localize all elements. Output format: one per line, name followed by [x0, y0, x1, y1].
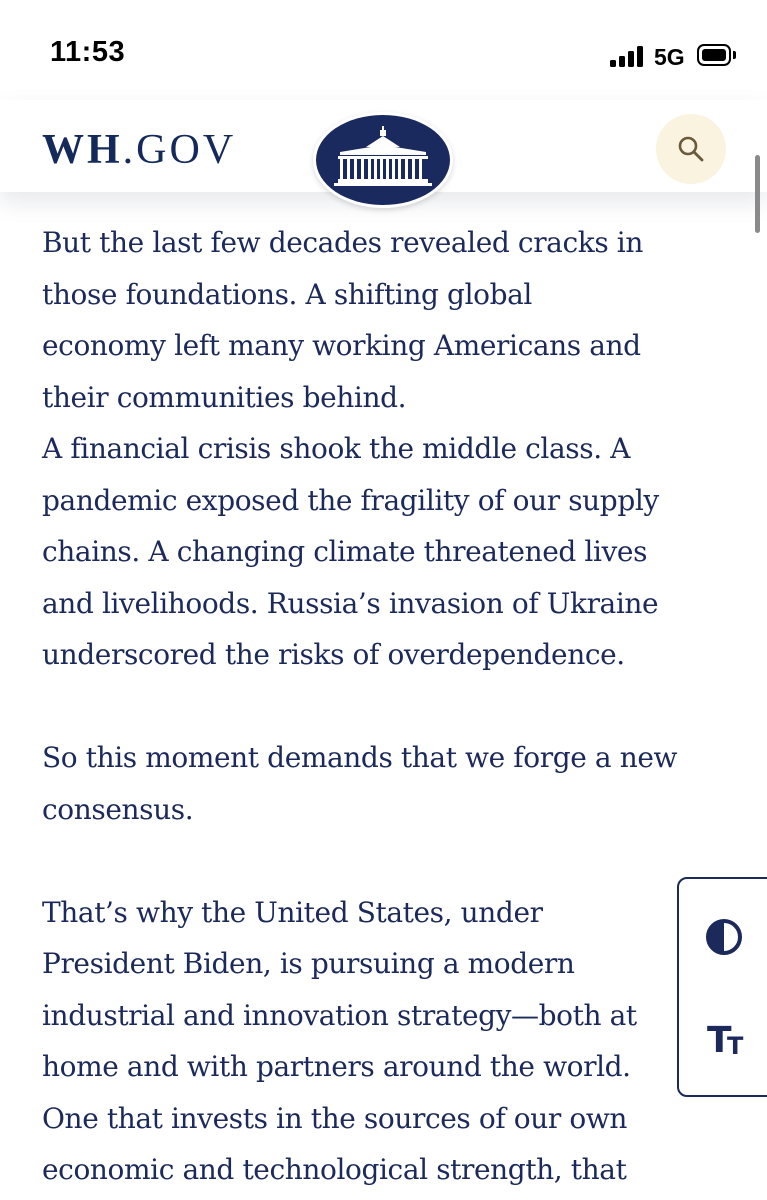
text-line: home and with partners around the world.	[42, 1050, 631, 1083]
text-line: economic and technological strength, that	[42, 1153, 627, 1186]
paragraph	[42, 887, 742, 1196]
text-line: pandemic exposed the fragility of our supply	[42, 483, 659, 517]
brand-rest: .GOV	[122, 127, 237, 173]
search-icon	[677, 135, 705, 163]
brand-bold: WH	[42, 127, 123, 173]
scrollbar[interactable]	[755, 155, 760, 233]
status-bar	[0, 0, 767, 100]
signal-icon	[610, 45, 646, 67]
accessibility-panel	[677, 877, 767, 1097]
site-header	[0, 100, 767, 192]
battery-icon	[697, 44, 731, 66]
text-line: A financial crisis shook the middle class. A	[42, 432, 631, 465]
text-size-button[interactable]: T T	[707, 1020, 744, 1061]
text-line: President Biden, is pursuing a modern	[42, 947, 575, 980]
network-label: 5G	[654, 44, 685, 70]
text-line: One that invests in the sources of our own	[42, 1101, 628, 1135]
white-house-seal-icon[interactable]	[313, 112, 453, 208]
paragraph	[42, 732, 742, 835]
article-body	[42, 217, 742, 1200]
text-line: consensus.	[42, 792, 194, 826]
contrast-icon	[704, 917, 744, 957]
status-time: 11:53	[50, 36, 126, 68]
text-line: That’s why the United States, under	[42, 895, 543, 929]
text-line: industrial and innovation strategy—both at	[42, 998, 637, 1032]
text-line: and livelihoods. Russia’s invasion of Ukraine	[42, 586, 659, 620]
text-line: underscored the risks of overdependence.	[42, 638, 625, 671]
text-line: their communities behind.	[42, 380, 407, 414]
text-line: chains. A changing climate threatened lives	[42, 535, 648, 568]
text-line: So this moment demands that we forge a new	[42, 741, 678, 774]
paragraph	[42, 217, 742, 681]
text-line: But the last few decades revealed cracks in	[42, 226, 643, 259]
site-logo-text[interactable]	[42, 126, 236, 174]
text-line: economy left many working Americans and	[42, 329, 641, 362]
search-button[interactable]	[656, 114, 726, 184]
contrast-toggle-button[interactable]	[704, 917, 744, 957]
text-line: those foundations. A shifting global	[42, 277, 532, 311]
